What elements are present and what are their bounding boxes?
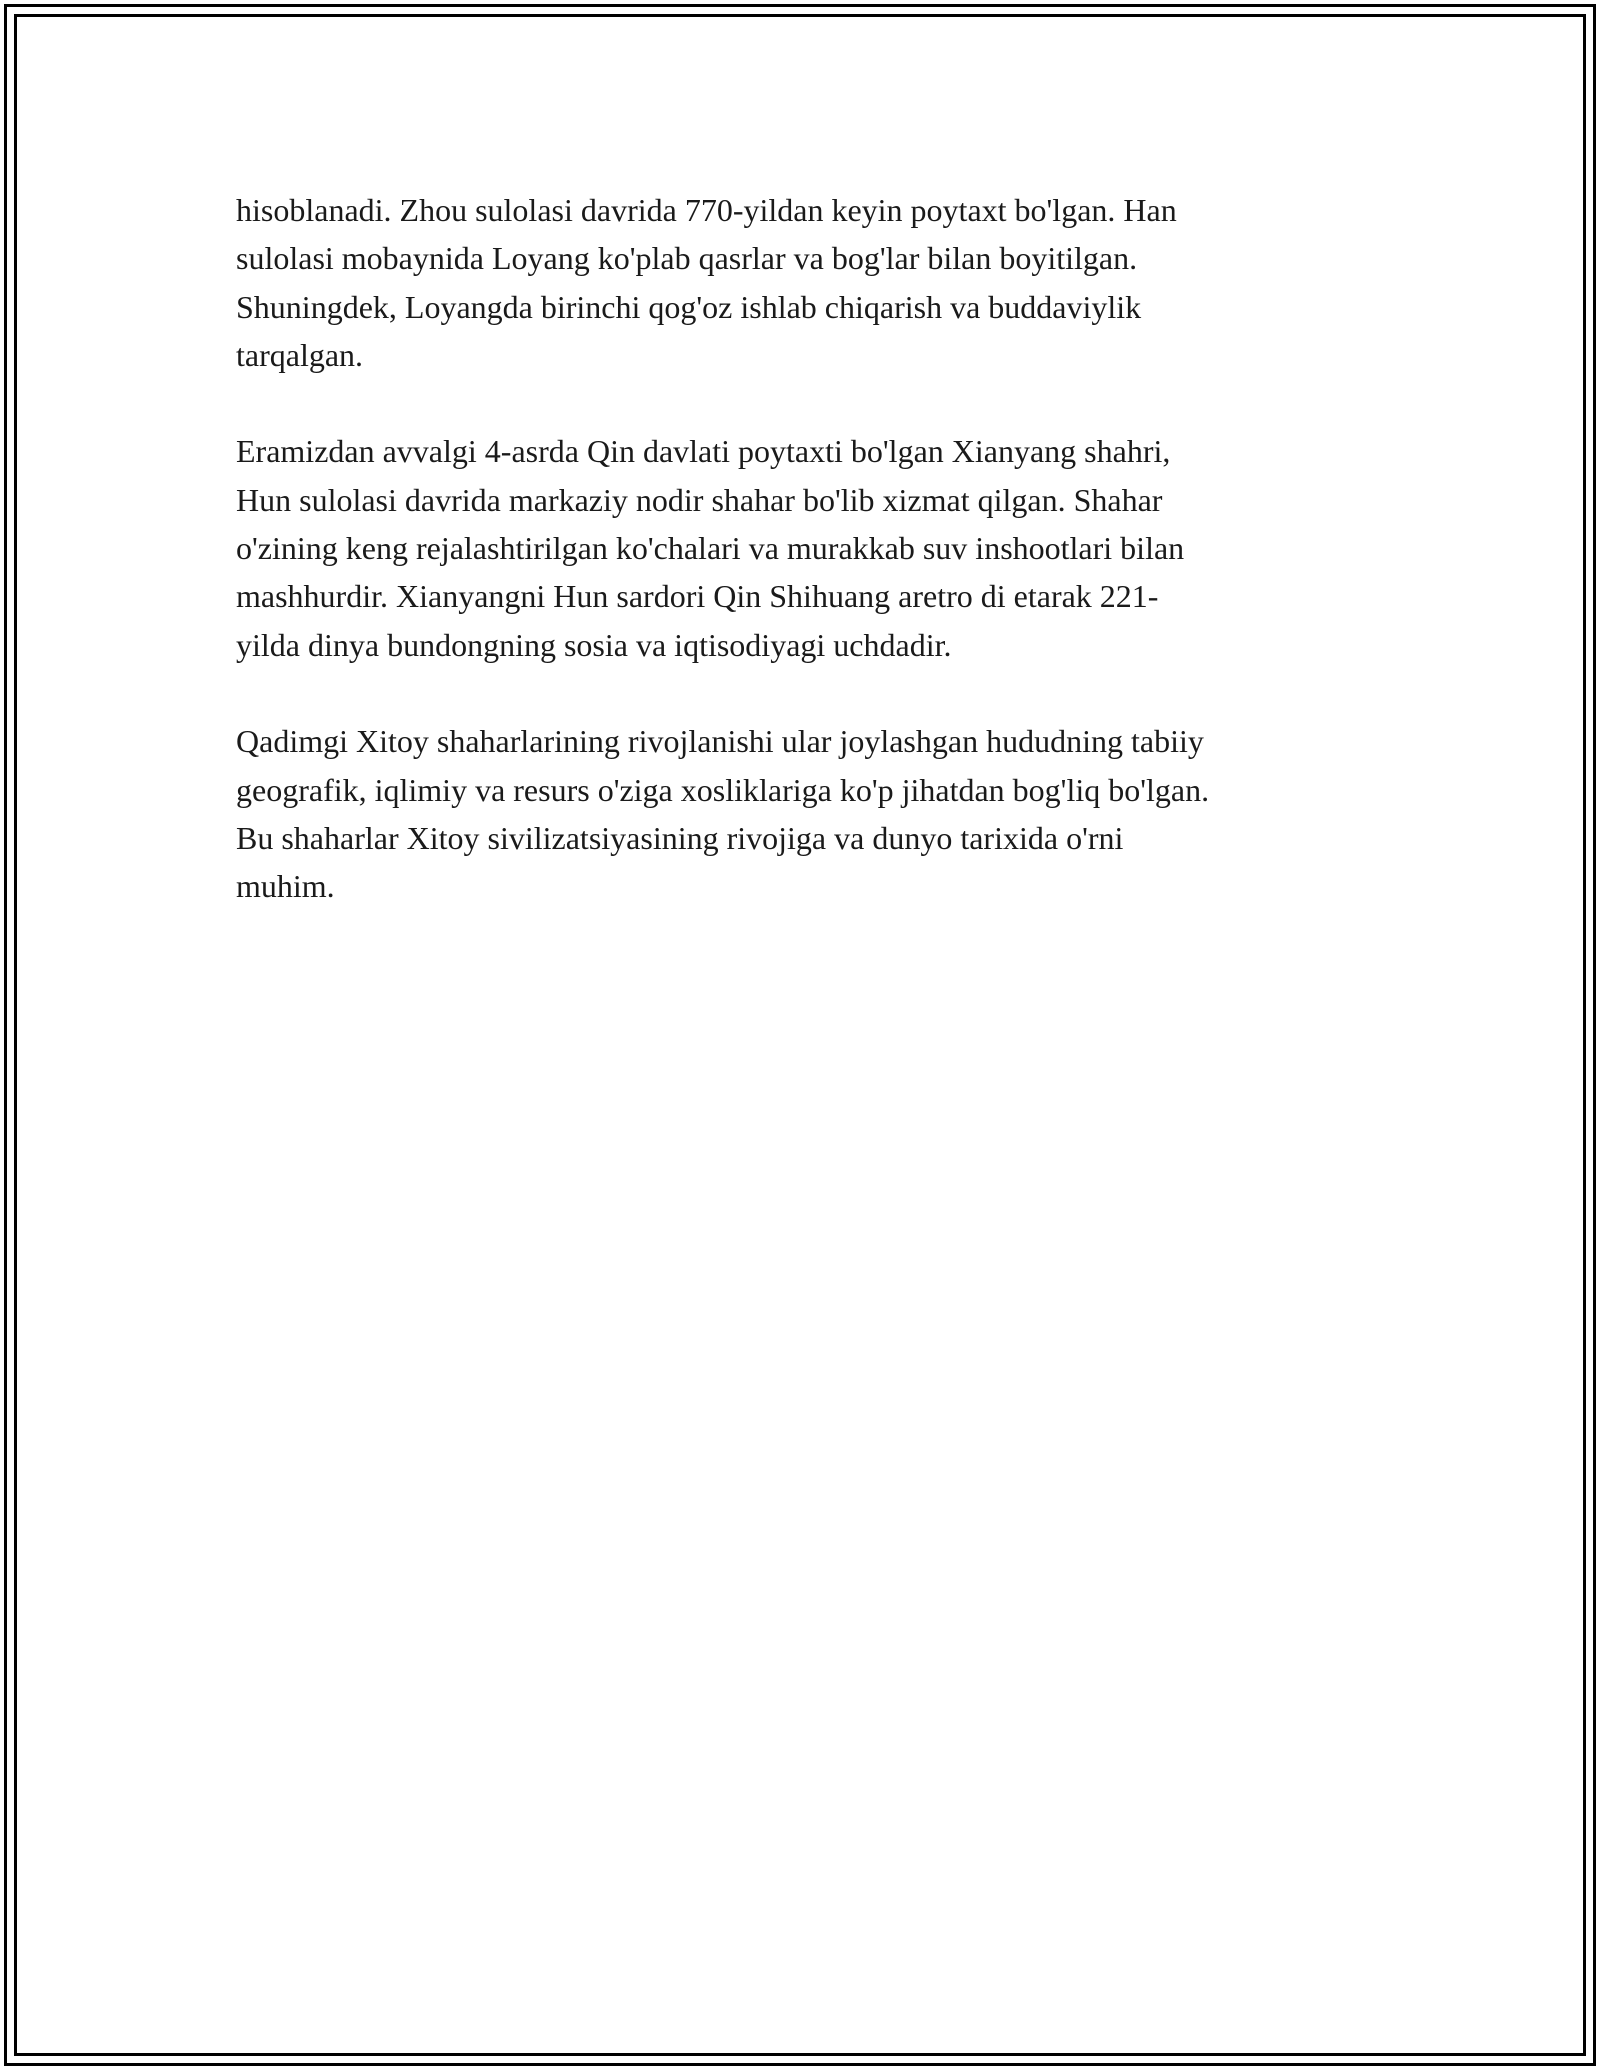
paragraph-loyang: hisoblanadi. Zhou sulolasi davrida 770-yildan keyin poytaxt bo'lgan. Han sulolasi mobaynida Loyang ko'plab qasrlar va bog'lar bilan boyitilgan. Shuningdek, Loyangda birinchi qog'oz ishlab chiqarish va buddaviylik tarqalgan.	[236, 192, 1177, 373]
paragraph-xianyang: Eramizdan avvalgi 4-asrda Qin davlati poytaxti bo'lgan Xianyang shahri, Hun sulolasi davrida markaziy nodir shahar bo'lib xizmat qilgan. Shahar o'zining keng rejalashtirilgan ko'chalari va murakkab suv inshootlari bilan mashhurdir. Xianyangni Hun sardori Qin Shihuang aretro di etarak 221- yilda dinya bundongning sosia va iqtisodiyagi uchdadir.	[236, 433, 1185, 663]
paragraph-ancient-cities: Qadimgi Xitoy shaharlarining rivojlanishi ular joylashgan hududning tabiiy geografik, iqlimiy va resurs o'ziga xosliklariga ko'p jihatdan bog'liq bo'lgan. Bu shaharlar Xitoy sivilizatsiyasining rivojiga va dunyo tarixida o'rni muhim.	[236, 723, 1210, 905]
document-body	[236, 186, 1366, 959]
